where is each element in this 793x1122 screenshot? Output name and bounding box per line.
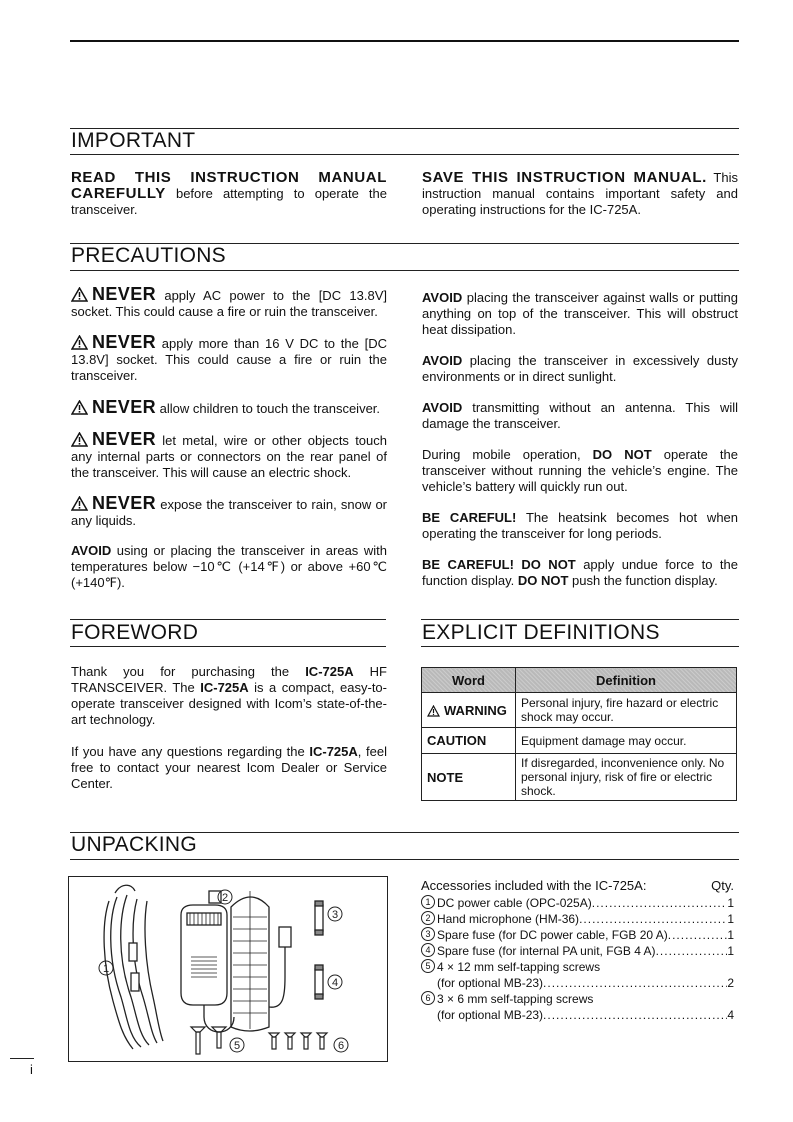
column-header-word: Word — [422, 668, 516, 693]
save-manual-heading: SAVE THIS INSTRUCTION MANUAL. — [422, 169, 707, 186]
qty-label: Qty. — [711, 878, 734, 893]
avoid-label: AVOID — [422, 400, 463, 415]
precaution-item — [71, 334, 387, 384]
item-number: 3 — [421, 927, 435, 941]
precaution-text: placing the transceiver in excessively dusty environments or in direct sunlight. — [422, 353, 738, 384]
item-name: 3 × 6 mm self-tapping screws — [437, 992, 594, 1006]
leader-dots — [656, 943, 728, 959]
rule — [70, 270, 739, 271]
leader-dots — [592, 895, 728, 911]
foreword-text-part: , feel free to contact your nearest Icom Dealer or Service Center. — [71, 744, 387, 791]
important-save-paragraph — [422, 170, 738, 218]
precaution-text: placing the transceiver against walls or putting anything on top of the transceiver. This will obstruct heat dissipation. — [422, 290, 738, 337]
read-manual-heading: READ THIS INSTRUCTION MANUAL CAREFULLY — [71, 169, 387, 202]
foreword-text-part: HF TRANSCEIVER. The — [71, 664, 387, 695]
word-cell: NOTE — [422, 754, 516, 801]
precaution-item — [422, 400, 738, 432]
definition-cell: If disregarded, inconvenience only. No personal injury, risk of fire or electric shock. — [516, 754, 737, 801]
precaution-item — [422, 290, 738, 338]
precaution-text: transmitting without an antenna. This will damage the transceiver. — [422, 400, 738, 431]
leader-dots — [543, 1007, 727, 1023]
precautions-left-column — [71, 286, 387, 591]
precaution-text: expose the transceiver to rain, snow or any liquids. — [71, 497, 387, 528]
do-not-label: DO NOT — [517, 573, 569, 588]
foreword-text — [71, 664, 387, 792]
top-rule — [70, 40, 739, 42]
table-row — [422, 728, 737, 754]
definitions-table — [421, 667, 737, 801]
precautions-right-column — [422, 290, 738, 589]
precaution-text: operate the transceiver without running the vehicle’s engine. The vehicle’s battery will quickly run out. — [422, 447, 739, 494]
callout-2: 2 — [221, 892, 229, 904]
precaution-text: apply more than 16 V DC to the [DC 13.8V] socket. This could cause a fire or ruin the transceiver. — [71, 336, 387, 383]
list-item — [421, 911, 734, 927]
table-row — [422, 754, 737, 801]
leader-dots — [668, 927, 728, 943]
page-number: i — [30, 1062, 33, 1077]
item-subtext: (for optional MB-23) — [437, 976, 544, 990]
model-name: IC-725A — [309, 744, 358, 759]
rule — [70, 619, 386, 620]
avoid-label: AVOID — [422, 290, 463, 305]
item-name: Spare fuse (for DC power cable, FGB 20 A) — [437, 928, 668, 942]
precaution-text: using or placing the transceiver in areas with temperatures below −10℃ (+14℉) or above +60℃ (+140℉). — [71, 543, 387, 590]
precaution-text: let metal, wire or other objects touch any internal parts or connectors on the rear panel of the transceiver. This will cause an electric shock. — [71, 433, 387, 480]
page-number-rule — [10, 1058, 34, 1059]
callout-6: 6 — [337, 1040, 345, 1052]
precaution-text: allow children to touch the transceiver. — [156, 401, 381, 416]
rule — [70, 154, 739, 155]
precaution-text: apply AC power to the [DC 13.8V] socket. This could cause a fire or ruin the transceiver. — [71, 288, 387, 319]
section-title-unpacking: UNPACKING — [71, 833, 197, 856]
foreword-text-part: is a compact, easy-to-operate transceiver designed with Icom’s state-of-the-art technology. — [71, 680, 387, 727]
precaution-text: apply undue force to the function display. — [422, 557, 738, 588]
rule — [421, 646, 739, 647]
foreword-paragraph — [71, 664, 387, 728]
list-item — [421, 959, 734, 975]
section-title-definitions: EXPLICIT DEFINITIONS — [422, 621, 660, 644]
item-name: Spare fuse (for internal PA unit, FGB 4 A) — [437, 944, 656, 958]
never-label: NEVER — [92, 284, 157, 304]
item-qty: 2 — [727, 976, 734, 990]
definition-cell: Personal injury, fire hazard or electric shock may occur. — [516, 693, 737, 728]
item-name: 4 × 12 mm self-tapping screws — [437, 960, 601, 974]
be-careful-label: BE CAREFUL! — [422, 557, 514, 572]
precaution-item — [71, 286, 387, 320]
hand-microphone-illustration — [181, 891, 291, 1032]
list-item — [421, 943, 734, 959]
warning-triangle-icon — [71, 400, 88, 415]
item-subtext: (for optional MB-23) — [437, 1008, 544, 1022]
screws-illustration — [191, 1027, 327, 1054]
accessories-title: Accessories included with the IC-725A: — [421, 878, 647, 893]
precaution-item — [422, 557, 738, 589]
callout-3: 3 — [331, 909, 339, 921]
precaution-item — [422, 510, 738, 542]
item-number: 5 — [421, 959, 435, 973]
precaution-item — [71, 495, 387, 529]
table-row — [422, 693, 737, 728]
never-label: NEVER — [92, 493, 157, 513]
word-text: WARNING — [444, 702, 507, 718]
word-cell: CAUTION — [422, 728, 516, 754]
foreword-text-part: If you have any questions regarding the — [71, 744, 310, 759]
definition-cell: Equipment damage may occur. — [516, 728, 737, 754]
precaution-item — [422, 353, 738, 385]
precaution-item — [71, 543, 387, 591]
precaution-text: During mobile operation, — [422, 447, 593, 462]
section-title-foreword: FOREWORD — [71, 621, 199, 644]
precaution-item — [71, 399, 387, 417]
important-read-paragraph — [71, 170, 387, 218]
be-careful-label: BE CAREFUL! — [422, 510, 517, 525]
warning-triangle-icon — [71, 335, 88, 350]
foreword-text-part: Thank you for purchasing the — [71, 664, 306, 679]
accessories-illustration — [69, 877, 387, 1061]
section-title-important: IMPORTANT — [71, 129, 196, 152]
callout-5: 5 — [233, 1040, 241, 1052]
leader-dots — [543, 975, 727, 991]
callout-4: 4 — [331, 977, 339, 989]
accessories-figure — [68, 876, 388, 1062]
item-qty: 1 — [727, 944, 734, 958]
callout-1: 1 — [102, 963, 110, 975]
list-item-continued — [421, 975, 734, 991]
save-manual-text: This instruction manual contains important safety and operating instructions for the IC-725A. — [422, 170, 738, 217]
foreword-paragraph — [71, 744, 387, 792]
rule — [70, 859, 739, 860]
read-manual-text: before attempting to operate the transceiver. — [71, 186, 387, 217]
item-number: 4 — [421, 943, 435, 957]
item-number: 1 — [421, 895, 435, 909]
item-qty: 1 — [727, 896, 734, 910]
precaution-item — [71, 431, 387, 481]
precaution-text: push the function display. — [568, 573, 718, 588]
never-label: NEVER — [92, 332, 157, 352]
list-item-continued — [421, 1007, 734, 1023]
item-number: 2 — [421, 911, 435, 925]
table-header-row — [422, 668, 737, 693]
model-name: IC-725A — [200, 680, 249, 695]
warning-triangle-icon — [71, 496, 88, 511]
word-cell — [422, 693, 516, 728]
leader-dots — [579, 911, 727, 927]
do-not-label: DO NOT — [521, 557, 576, 572]
rule — [70, 646, 386, 647]
accessories-list — [421, 877, 734, 1023]
item-qty: 1 — [727, 928, 734, 942]
item-qty: 4 — [727, 1008, 734, 1022]
item-number: 6 — [421, 991, 435, 1005]
do-not-label: DO NOT — [592, 447, 652, 462]
avoid-label: AVOID — [71, 543, 112, 558]
list-item — [421, 895, 734, 911]
model-name: IC-725A — [305, 664, 354, 679]
never-label: NEVER — [92, 397, 157, 417]
warning-triangle-icon — [71, 287, 88, 302]
precaution-item — [422, 447, 738, 495]
item-name: DC power cable (OPC-025A) — [437, 896, 592, 910]
accessories-header — [421, 877, 734, 894]
precaution-text: The heatsink becomes hot when operating the transceiver for long periods. — [422, 510, 739, 541]
list-item — [421, 927, 734, 943]
column-header-definition: Definition — [516, 668, 737, 693]
item-qty: 1 — [727, 912, 734, 926]
never-label: NEVER — [92, 429, 157, 449]
spare-fuse-illustration — [315, 901, 323, 999]
list-item — [421, 991, 734, 1007]
warning-triangle-icon — [427, 705, 440, 717]
section-title-precautions: PRECAUTIONS — [71, 244, 226, 267]
warning-triangle-icon — [71, 432, 88, 447]
item-name: Hand microphone (HM-36) — [437, 912, 580, 926]
rule — [421, 619, 739, 620]
avoid-label: AVOID — [422, 353, 463, 368]
